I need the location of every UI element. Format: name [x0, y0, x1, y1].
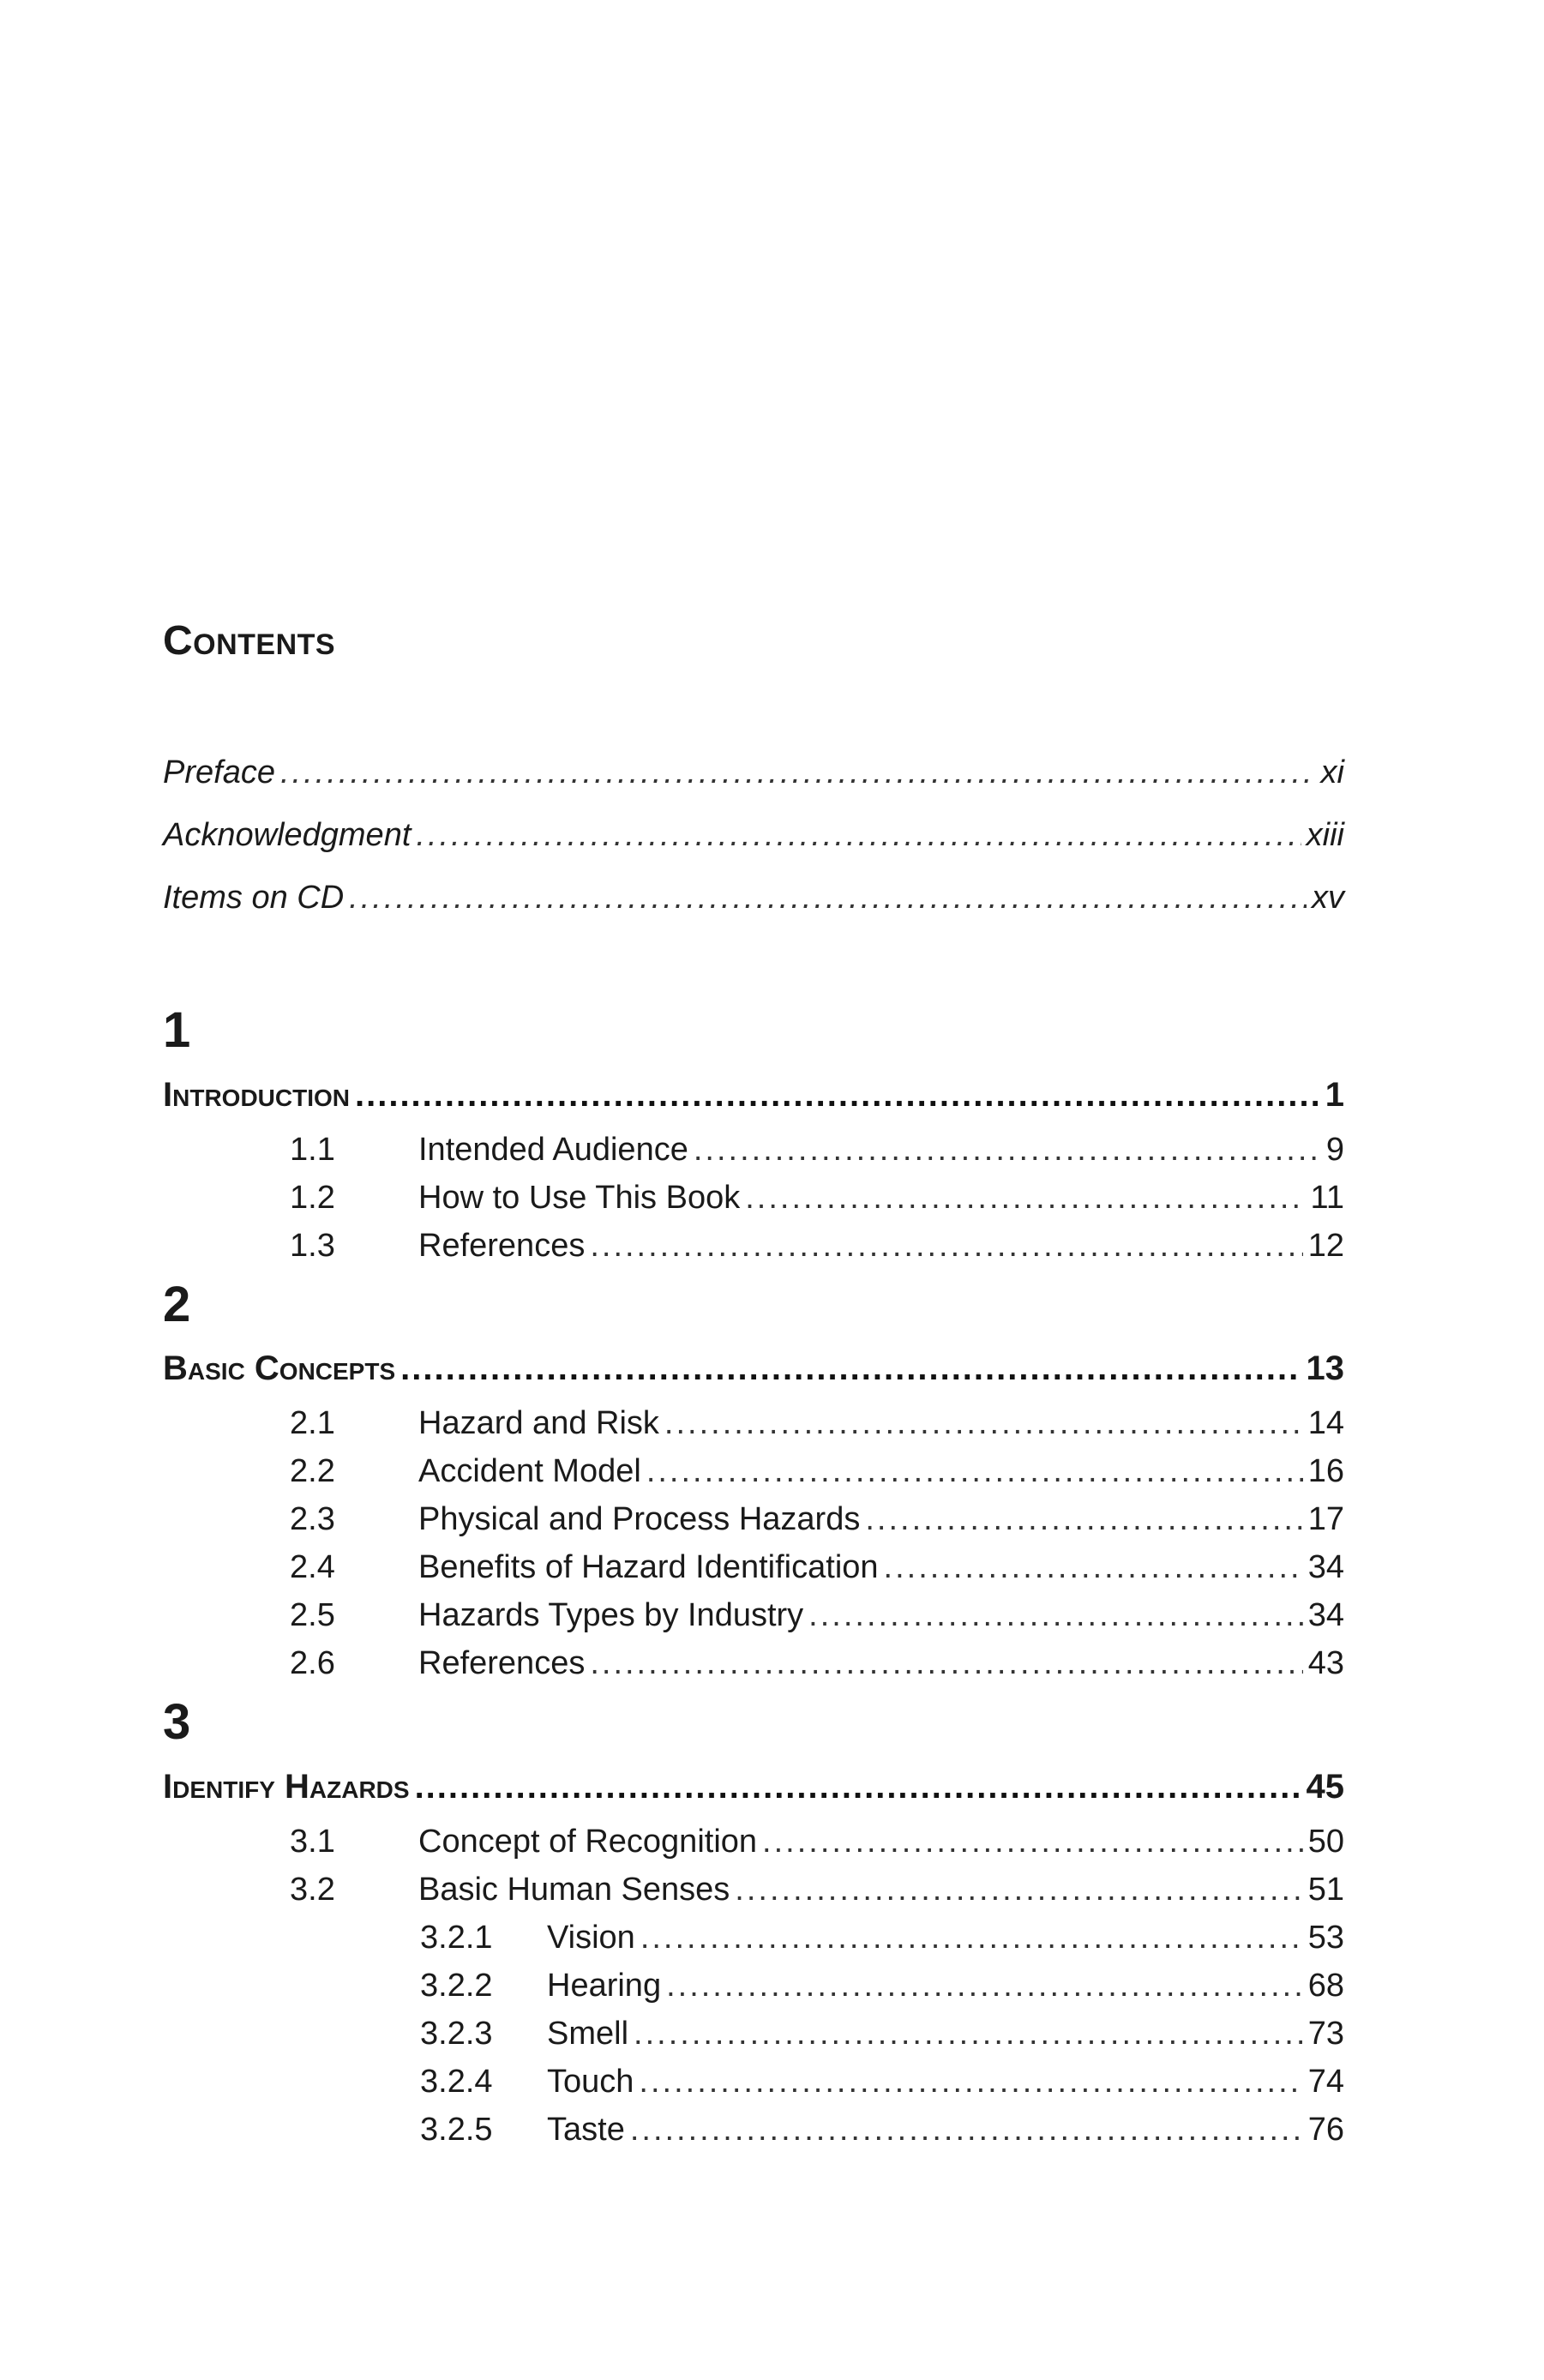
toc-entry-page: xv: [1312, 880, 1344, 916]
toc-section[interactable]: [290, 1645, 1344, 1682]
toc-entry-title: Preface: [163, 754, 275, 790]
dot-leader: [808, 1597, 1303, 1634]
toc-chapter-title: Introduction: [163, 1076, 350, 1114]
dot-leader: [762, 1824, 1303, 1860]
dot-leader: [865, 1501, 1302, 1538]
dot-leader: [355, 1076, 1320, 1115]
section-number: 1.2: [290, 1180, 335, 1216]
section-title: Basic Human Senses: [418, 1872, 730, 1908]
dot-leader: [664, 1405, 1303, 1442]
toc-entry-items-on-cd[interactable]: [163, 880, 1344, 917]
dot-leader: [745, 1180, 1305, 1217]
dot-leader: [640, 1920, 1303, 1956]
section-page: 9: [1325, 1132, 1344, 1168]
toc-section[interactable]: [290, 1597, 1344, 1634]
dot-leader: [630, 2112, 1303, 2149]
toc-section[interactable]: [290, 1405, 1344, 1442]
section-title: Accident Model: [418, 1453, 641, 1489]
chapter-number: 1: [163, 1002, 191, 1058]
section-number: 2.4: [290, 1549, 335, 1585]
toc-chapter-basic-concepts[interactable]: [163, 1349, 1344, 1388]
toc-section[interactable]: [290, 1453, 1344, 1490]
subsection-title: Vision: [547, 1920, 635, 1956]
subsection-title: Touch: [547, 2064, 634, 2100]
section-number: 2.1: [290, 1405, 335, 1441]
section-page: 14: [1307, 1405, 1344, 1441]
subsection-title: Hearing: [547, 1968, 662, 2004]
toc-entry-title: Items on CD: [163, 880, 345, 916]
toc-subsection[interactable]: [420, 1968, 1344, 2004]
dot-leader: [349, 880, 1307, 917]
toc-section[interactable]: [290, 1501, 1344, 1538]
section-page: 12: [1307, 1228, 1344, 1264]
chapter-number: 3: [163, 1694, 191, 1750]
section-number: 2.5: [290, 1597, 335, 1633]
dot-leader: [416, 817, 1301, 854]
dot-leader: [590, 1645, 1302, 1682]
subsection-number: 3.2.4: [420, 2064, 493, 2100]
toc-subsection[interactable]: [420, 2112, 1344, 2149]
toc-entry-page: xiii: [1306, 817, 1344, 853]
toc-chapter-identify-hazards[interactable]: [163, 1768, 1344, 1806]
section-title: Benefits of Hazard Identification: [418, 1549, 879, 1585]
subsection-title: Smell: [547, 2016, 629, 2052]
toc-entry-title: Acknowledgment: [163, 817, 412, 853]
section-page: 50: [1307, 1824, 1344, 1860]
section-number: 2.2: [290, 1453, 335, 1489]
section-page: 16: [1307, 1453, 1344, 1489]
dot-leader: [666, 1968, 1303, 2004]
section-title: How to Use This Book: [418, 1180, 741, 1216]
subsection-number: 3.2.2: [420, 1968, 493, 2004]
dot-leader: [590, 1228, 1302, 1265]
toc-chapter-page: 45: [1306, 1768, 1344, 1806]
toc-entry-preface[interactable]: [163, 754, 1344, 791]
dot-leader: [884, 1549, 1303, 1586]
dot-leader: [400, 1349, 1301, 1388]
section-number: 3.1: [290, 1824, 335, 1860]
section-number: 1.1: [290, 1132, 335, 1168]
section-title: Concept of Recognition: [418, 1824, 758, 1860]
subsection-page: 74: [1307, 2064, 1344, 2100]
toc-section[interactable]: [290, 1180, 1344, 1217]
section-number: 3.2: [290, 1872, 335, 1908]
dot-leader: [735, 1872, 1302, 1908]
toc-section[interactable]: [290, 1228, 1344, 1265]
toc-entry-acknowledgment[interactable]: [163, 817, 1344, 854]
subsection-page: 73: [1307, 2016, 1344, 2052]
section-title: Intended Audience: [418, 1132, 688, 1168]
section-title: Hazard and Risk: [418, 1405, 659, 1441]
section-page: 43: [1307, 1645, 1344, 1681]
toc-chapter-title: Identify Hazards: [163, 1768, 410, 1806]
contents-heading: Contents: [163, 618, 336, 664]
toc-entry-page: xi: [1320, 754, 1344, 790]
dot-leader: [415, 1768, 1301, 1806]
toc-section[interactable]: [290, 1549, 1344, 1586]
section-page: 11: [1310, 1180, 1344, 1216]
toc-section[interactable]: [290, 1824, 1344, 1860]
section-page: 17: [1307, 1501, 1344, 1537]
dot-leader: [634, 2016, 1303, 2052]
subsection-number: 3.2.3: [420, 2016, 493, 2052]
dot-leader: [646, 1453, 1303, 1490]
dot-leader: [280, 754, 1316, 791]
toc-subsection[interactable]: [420, 1920, 1344, 1956]
toc-chapter-introduction[interactable]: [163, 1076, 1344, 1115]
dot-leader: [694, 1132, 1321, 1169]
toc-chapter-page: 1: [1325, 1076, 1344, 1114]
chapter-number: 2: [163, 1277, 191, 1332]
dot-leader: [639, 2064, 1302, 2101]
toc-subsection[interactable]: [420, 2064, 1344, 2101]
section-number: 1.3: [290, 1228, 335, 1264]
toc-section[interactable]: [290, 1132, 1344, 1169]
subsection-title: Taste: [547, 2112, 625, 2148]
section-title: Hazards Types by Industry: [418, 1597, 804, 1633]
section-number: 2.3: [290, 1501, 335, 1537]
toc-chapter-title: Basic Concepts: [163, 1349, 396, 1387]
subsection-page: 53: [1307, 1920, 1344, 1956]
toc-section[interactable]: [290, 1872, 1344, 1908]
section-title: References: [418, 1228, 586, 1264]
section-title: References: [418, 1645, 586, 1681]
section-page: 34: [1307, 1549, 1344, 1585]
section-number: 2.6: [290, 1645, 335, 1681]
subsection-page: 76: [1307, 2112, 1344, 2148]
toc-chapter-page: 13: [1306, 1349, 1344, 1387]
section-page: 34: [1307, 1597, 1344, 1633]
subsection-number: 3.2.1: [420, 1920, 493, 1956]
toc-subsection[interactable]: [420, 2016, 1344, 2052]
subsection-page: 68: [1307, 1968, 1344, 2004]
section-page: 51: [1307, 1872, 1344, 1908]
subsection-number: 3.2.5: [420, 2112, 493, 2148]
section-title: Physical and Process Hazards: [418, 1501, 861, 1537]
